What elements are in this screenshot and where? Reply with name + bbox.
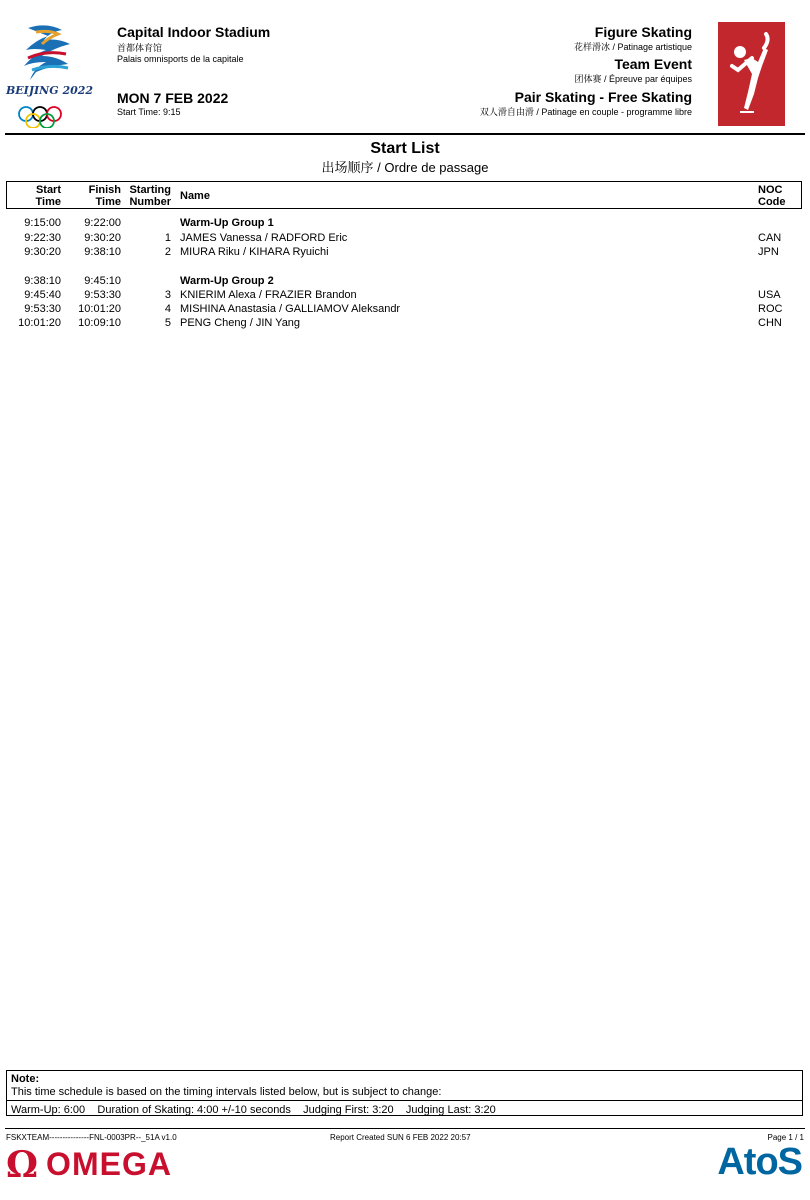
col-starting-label-2: Number [129,196,171,208]
report-code: FSKXTEAM---------------FNL-0003PR--_51A v1.0 [6,1133,177,1142]
note-divider [6,1100,803,1101]
starting-number-cell: 1 [164,232,171,244]
logo-text: BEIJING 2022 [6,84,94,97]
sport-title: Figure Skating [594,24,692,40]
phase-title: Pair Skating - Free Skating [514,89,692,105]
report-created: Report Created SUN 6 FEB 2022 20:57 [330,1133,471,1142]
start-time-cell: 9:30:20 [24,246,61,258]
noc-code-cell: ROC [758,303,783,315]
finish-time-cell: 9:22:00 [84,217,121,229]
start-time-cell: 10:01:20 [18,317,61,329]
finish-time-cell: 9:53:30 [84,289,121,301]
table-row [0,231,810,245]
header-divider [5,133,805,135]
group-row [0,274,810,288]
col-noc-code [758,184,786,208]
venue-name: Capital Indoor Stadium [117,24,271,40]
venue-name-zh: 首都体育馆 [117,43,163,53]
col-finish-time [89,184,121,208]
name-cell: JAMES Vanessa / RADFORD Eric [180,232,348,244]
name-cell: MISHINA Anastasia / GALLIAMOV Aleksandr [180,303,401,315]
page-number: Page 1 / 1 [767,1133,804,1142]
group-name-cell: Warm-Up Group 1 [180,217,274,229]
start-time: Start Time: 9:15 [117,107,181,117]
col-start-label-2: Time [35,196,61,208]
finish-time-cell: 10:09:10 [78,317,121,329]
finish-time-cell: 9:30:20 [84,232,121,244]
note-title: Note: [11,1073,40,1085]
venue-name-fr: Palais omnisports de la capitale [117,54,244,64]
group-row [0,216,810,230]
event-date: MON 7 FEB 2022 [117,90,229,106]
finish-time-cell: 9:38:10 [84,246,121,258]
col-finish-label-2: Time [95,196,121,208]
name-cell: MIURA Riku / KIHARA Ryuichi [180,246,329,258]
table-row [0,302,810,316]
table-header [6,181,802,209]
group-name-cell: Warm-Up Group 2 [180,275,274,287]
page-title: Start List [370,140,440,157]
noc-code-cell: USA [758,289,781,301]
col-noc-label-1: NOC [758,184,783,196]
table-row [0,288,810,302]
starting-number-cell: 5 [164,317,171,329]
name-cell: KNIERIM Alexa / FRAZIER Brandon [180,289,357,301]
finish-time-cell: 9:45:10 [84,275,121,287]
figure-skater-icon [718,22,785,126]
omega-wordmark: OMEGA [46,1146,172,1182]
start-time-cell: 9:22:30 [24,232,61,244]
col-finish-label-1: Finish [88,184,121,196]
start-time-cell: 9:45:40 [24,289,61,301]
noc-code-cell: CAN [758,232,782,244]
event-title: Team Event [614,56,692,72]
page-subtitle: 出场顺序 / Ordre de passage [321,160,489,175]
starting-number-cell: 2 [164,246,171,258]
noc-code-cell: CHN [758,317,782,329]
footer-divider [5,1128,805,1129]
col-name: Name [180,190,210,202]
phase-subtitle: 双人滑自由滑 / Patinage en couple - programme libre [479,107,692,117]
col-start-time [36,184,61,208]
starting-number-cell: 4 [164,303,171,315]
finish-time-cell: 10:01:20 [78,303,121,315]
omega-logo [6,1143,172,1186]
beijing-2022-logo [6,20,94,128]
beijing-emblem-icon [6,20,94,128]
col-noc-label-2: Code [758,196,786,208]
col-start-label-1: Start [35,184,61,196]
starting-number-cell: 3 [164,289,171,301]
table-row [0,316,810,330]
name-cell: PENG Cheng / JIN Yang [180,317,301,329]
start-time-cell: 9:53:30 [24,303,61,315]
atos-logo: AtoS [717,1141,802,1183]
sport-subtitle: 花样滑冰 / Patinage artistique [573,42,692,52]
omega-symbol-icon: Ω [6,1143,39,1186]
event-subtitle: 团体赛 / Épreuve par équipes [574,74,692,84]
start-time-cell: 9:38:10 [24,275,61,287]
note-params: Warm-Up: 6:00 Duration of Skating: 4:00 +/-10 seconds Judging First: 3:20 Judging Last: 3:20 [11,1104,496,1116]
col-starting-number [129,184,171,208]
col-starting-label-1: Starting [129,184,171,196]
note-text: This time schedule is based on the timing intervals listed below, but is subject to change: [11,1086,442,1098]
table-row [0,245,810,259]
noc-code-cell: JPN [758,246,779,258]
start-time-cell: 9:15:00 [24,217,61,229]
figure-skating-pictogram [718,22,785,126]
